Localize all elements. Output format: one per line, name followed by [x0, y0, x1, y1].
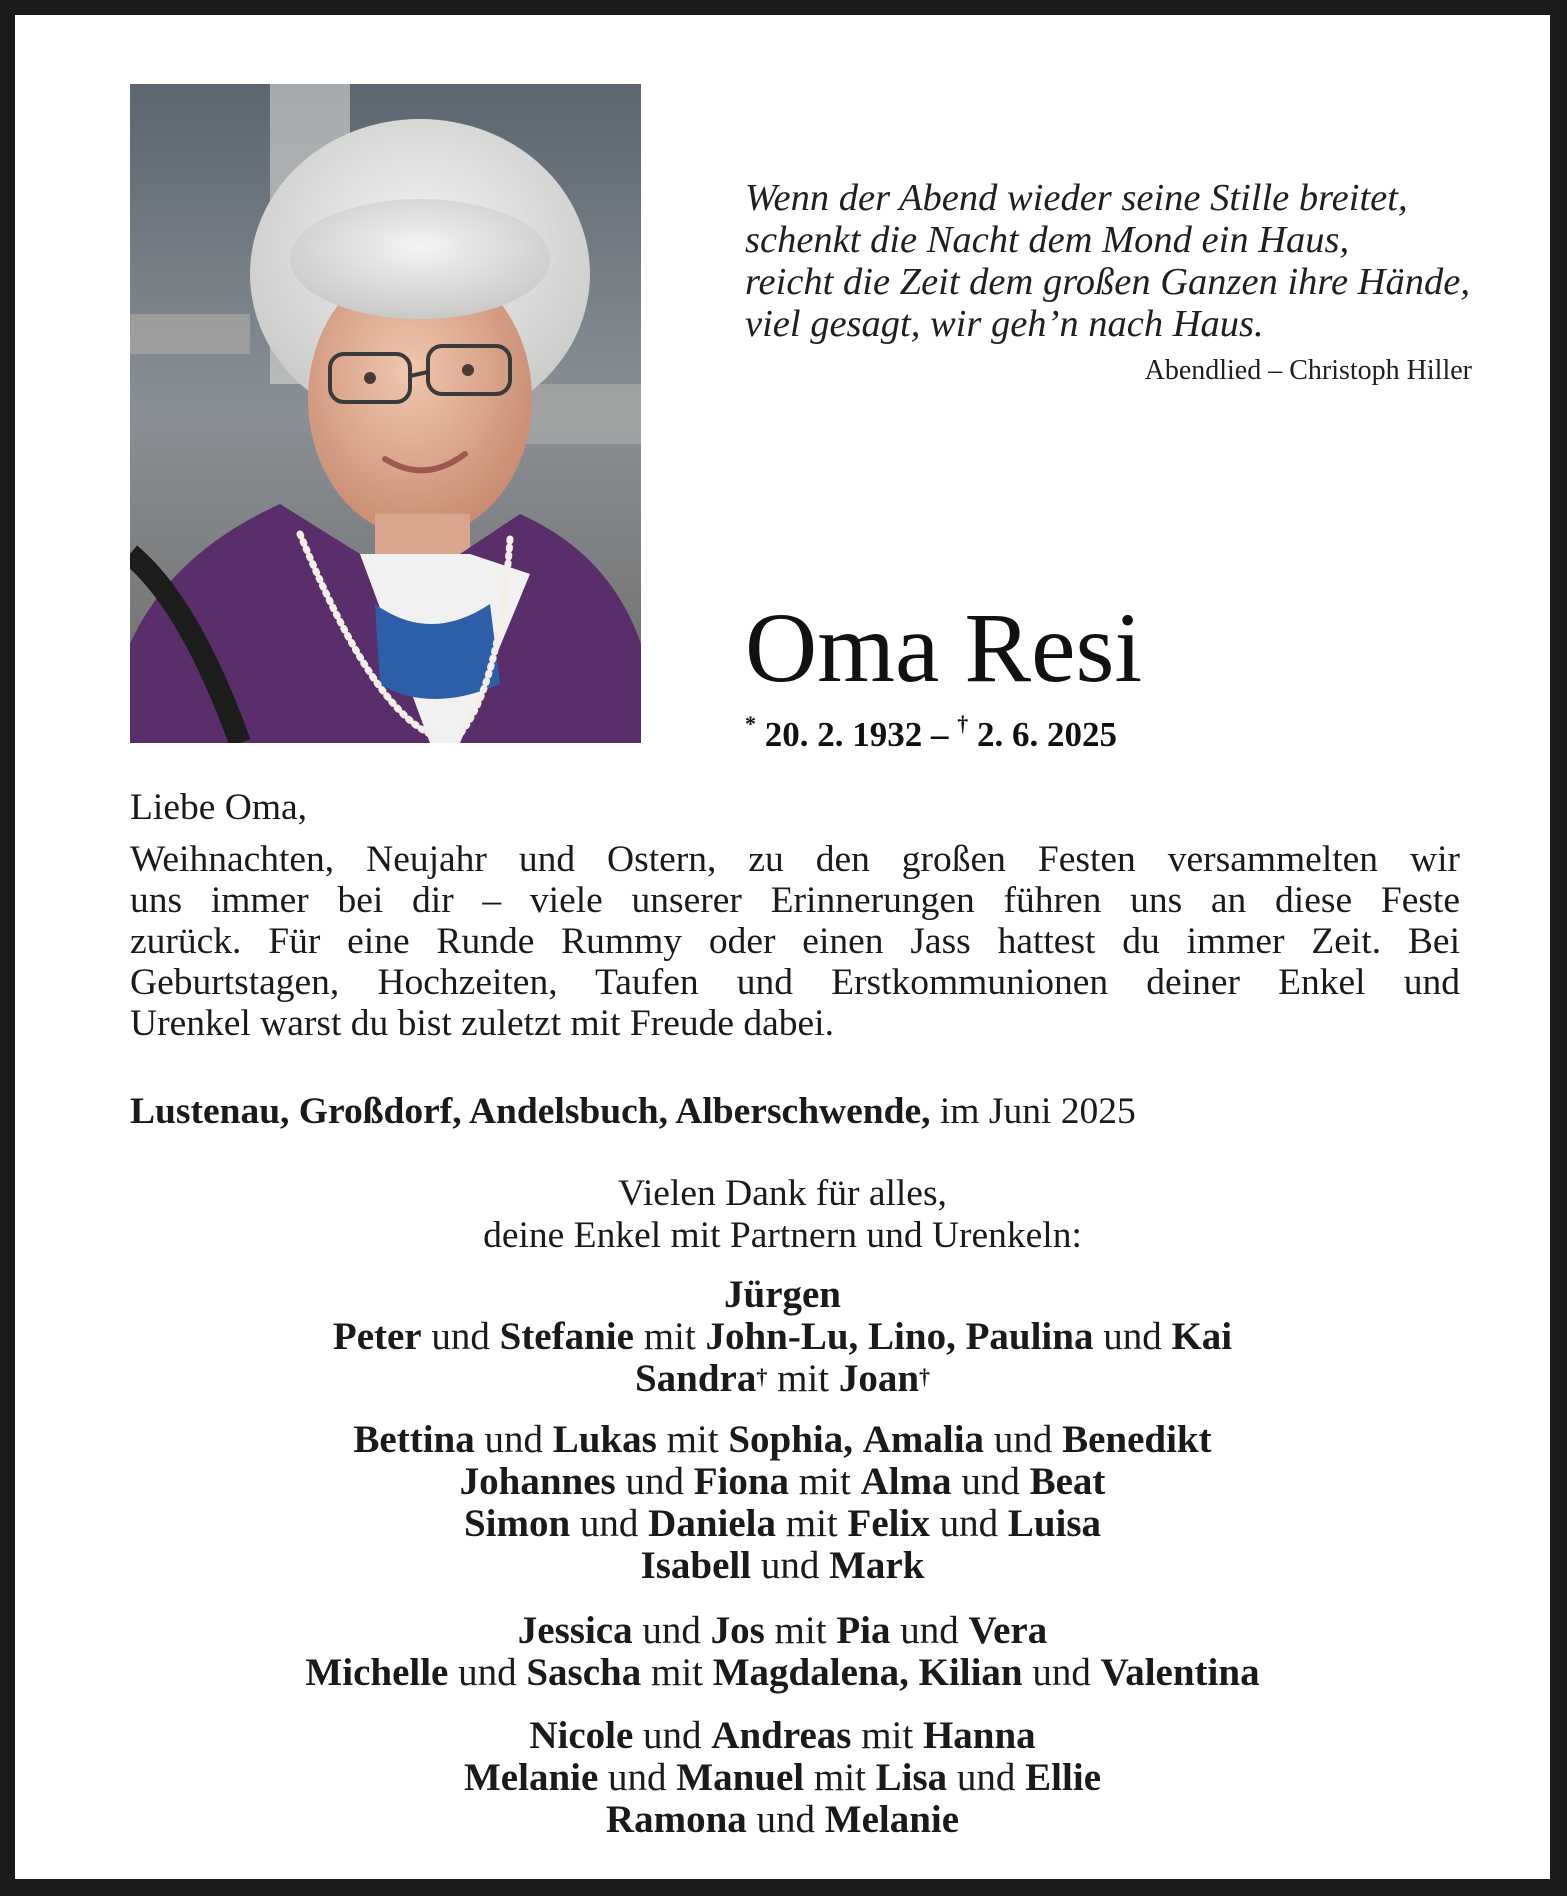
connector-word: mit — [798, 1460, 851, 1503]
poem-line: viel gesagt, wir geh’n nach Haus. — [745, 303, 1264, 345]
connector-word: und — [939, 1502, 999, 1545]
connector-word: und — [608, 1756, 667, 1799]
family-group — [15, 1715, 1550, 1841]
family-name: Kilian — [918, 1651, 1023, 1694]
memorial-text-line: zurück. Für eine Runde Rummy oder einen Jass hattest du immer Zeit. Bei — [130, 921, 1460, 962]
family-name: Sascha — [526, 1651, 642, 1694]
family-name: Joan — [838, 1357, 920, 1400]
portrait-photo — [130, 84, 641, 743]
obituary-page — [15, 15, 1550, 1879]
family-name: Valentina — [1100, 1651, 1260, 1694]
family-name: Vera — [968, 1609, 1048, 1652]
connector-word: und — [1032, 1651, 1091, 1694]
connector-word: mit — [643, 1315, 696, 1358]
family-group — [15, 1610, 1550, 1694]
family-line — [15, 1545, 1550, 1587]
family-name: Beat — [1029, 1460, 1106, 1503]
family-line — [15, 1316, 1550, 1358]
family-line — [15, 1419, 1550, 1461]
place-and-date — [130, 1091, 1460, 1132]
death-date: 2. 6. 2025 — [977, 715, 1117, 754]
connector-word: und — [642, 1609, 701, 1652]
thanks — [15, 1173, 1550, 1257]
family-name: Sandra — [634, 1357, 757, 1400]
family-name: Johannes — [459, 1460, 616, 1503]
memorial-text — [130, 839, 1460, 1044]
family-name: Benedikt — [1062, 1418, 1212, 1461]
memorial-text-line: Weihnachten, Neujahr und Ostern, zu den großen Festen versammelten wir — [130, 839, 1460, 880]
family-name: Daniela — [648, 1502, 776, 1545]
poem — [745, 177, 1505, 345]
family-name: Ellie — [1025, 1756, 1102, 1799]
family-line — [15, 1358, 1550, 1400]
family-name: Michelle — [305, 1651, 449, 1694]
place-towns: Lustenau, Großdorf, Andelsbuch, Alberschwende, — [130, 1091, 931, 1132]
family-name: Stefanie — [499, 1315, 634, 1358]
cross-mark: † — [756, 1364, 768, 1389]
family-name: Lino, — [868, 1315, 956, 1358]
connector-word: und — [1103, 1315, 1162, 1358]
family-name: Jürgen — [724, 1273, 841, 1316]
family-name: Jessica — [517, 1609, 633, 1652]
family-group — [15, 1419, 1550, 1587]
family-name: Peter — [332, 1315, 422, 1358]
family-line — [15, 1715, 1550, 1757]
family-group — [15, 1274, 1550, 1400]
death-cross: † — [957, 711, 969, 736]
family-line — [15, 1274, 1550, 1316]
life-dates — [745, 711, 1117, 755]
family-line — [15, 1503, 1550, 1545]
portrait-illustration — [130, 84, 641, 743]
family-line — [15, 1757, 1550, 1799]
family-name: Felix — [847, 1502, 930, 1545]
birth-star: * — [745, 711, 756, 736]
family-name: Ramona — [605, 1798, 747, 1841]
family-line — [15, 1799, 1550, 1841]
memorial-text-line: Urenkel warst du bist zuletzt mit Freude dabei. — [130, 1003, 834, 1044]
connector-word: und — [458, 1651, 517, 1694]
family-name: John-Lu, — [705, 1315, 859, 1358]
thanks-line: Vielen Dank für alles, — [618, 1173, 947, 1214]
poem-line: schenkt die Nacht dem Mond ein Haus, — [745, 219, 1350, 261]
connector-word: und — [993, 1418, 1053, 1461]
connector-word: und — [961, 1460, 1020, 1503]
family-name: Lukas — [552, 1418, 657, 1461]
family-line — [15, 1652, 1550, 1694]
thanks-line: deine Enkel mit Partnern und Urenkeln: — [483, 1215, 1082, 1256]
family-name: Manuel — [676, 1756, 805, 1799]
family-name: Mark — [829, 1544, 925, 1587]
connector-word: mit — [666, 1418, 719, 1461]
connector-word: und — [900, 1609, 959, 1652]
connector-word: und — [579, 1502, 639, 1545]
connector-word: und — [484, 1418, 543, 1461]
memorial-text-line: Geburtstagen, Hochzeiten, Taufen und Erstkommunionen deiner Enkel und — [130, 962, 1460, 1003]
family-name: Andreas — [711, 1714, 852, 1757]
family-name: Nicole — [529, 1714, 634, 1757]
connector-word: und — [625, 1460, 684, 1503]
connector-word: mit — [813, 1756, 866, 1799]
family-name: Fiona — [693, 1460, 790, 1503]
greeting: Liebe Oma, — [130, 787, 308, 828]
cross-mark: † — [919, 1364, 931, 1389]
family-name: Alma — [860, 1460, 952, 1503]
family-name: Melanie — [824, 1798, 960, 1841]
family-name: Jos — [710, 1609, 765, 1652]
connector-word: mit — [785, 1502, 838, 1545]
deceased-name: Oma Resi — [745, 592, 1143, 703]
family-name: Melanie — [463, 1756, 599, 1799]
family-line — [15, 1461, 1550, 1503]
family-name: Sophia, — [728, 1418, 853, 1461]
family-name: Isabell — [640, 1544, 752, 1587]
family-name: Kai — [1171, 1315, 1233, 1358]
connector-word: und — [756, 1798, 816, 1841]
family-name: Simon — [463, 1502, 571, 1545]
poem-line: Wenn der Abend wieder seine Stille breitet, — [745, 177, 1408, 219]
connector-word: und — [760, 1544, 820, 1587]
family-name: Lisa — [875, 1756, 948, 1799]
connector-word: mit — [861, 1714, 914, 1757]
family-name: Amalia — [862, 1418, 985, 1461]
connector-word: und — [956, 1756, 1016, 1799]
date-dash: – — [931, 715, 949, 754]
family-name: Magdalena, — [712, 1651, 909, 1694]
birth-date: 20. 2. 1932 — [764, 715, 923, 754]
family-name: Bettina — [353, 1418, 475, 1461]
poem-line: reicht die Zeit dem großen Ganzen ihre Hände, — [745, 261, 1470, 303]
connector-word: und — [643, 1714, 702, 1757]
connector-word: mit — [777, 1357, 830, 1400]
connector-word: mit — [774, 1609, 827, 1652]
poem-credit: Abendlied – Christoph Hiller — [1144, 355, 1472, 386]
family-line — [15, 1610, 1550, 1652]
family-name: Paulina — [965, 1315, 1094, 1358]
connector-word: und — [431, 1315, 490, 1358]
family-name: Hanna — [922, 1714, 1036, 1757]
place-date: im Juni 2025 — [939, 1091, 1136, 1132]
memorial-text-line: uns immer bei dir – viele unserer Erinnerungen führen uns an diese Feste — [130, 880, 1460, 921]
connector-word: mit — [650, 1651, 703, 1694]
family-name: Luisa — [1007, 1502, 1102, 1545]
family-name: Pia — [836, 1609, 891, 1652]
